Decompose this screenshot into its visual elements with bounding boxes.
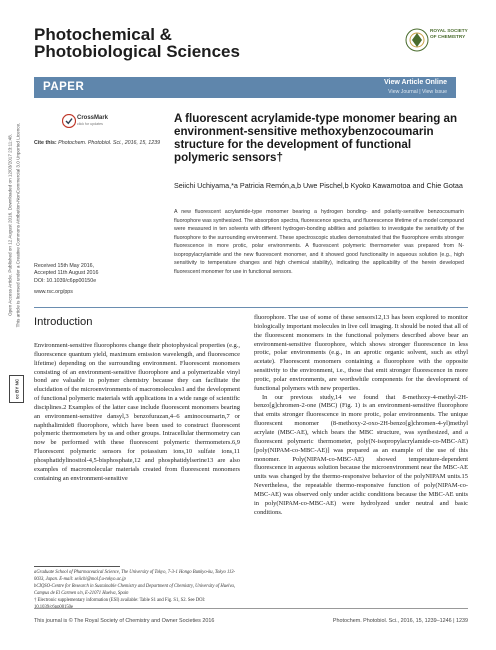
footnote-divider [34,566,120,567]
footer-divider [34,608,468,609]
article-title: A fluorescent acrylamide-type monomer bearing an environment-sensitive methoxybenzocoumarin structure for the development of functional polymeric sensors† [174,112,458,164]
crossmark-button[interactable]: CrossMark click for updates [62,112,94,130]
intro-paragraph-1: fluorophore. The use of some of these sensors12,13 has been explored to monitor biologically important molecules in live cell imaging. It should be noted that all of the fluorescent monomers in the functional polymers described above bear an environment-sensitive fluorophore, which shows stronger fluorescence in less protic, polar environments (e.g., in an aprotic organic solvent, such as ethyl acetate). Fluorescent monomers containing a fluorophore with the opposite sensitivity to the environment, i.e., those that emit stronger fluorescence in more protic, polar environments, are worthwhile components for the development of functional polymers with new properties. [254,314,468,392]
footnote-affiliation-b: bCIQSO-Centre for Research in Sustainable Chemistry and Department of Chemistry, University of Huelva, Campus de El Carmen s/n, E-21071 Huelva, Spain [34,583,235,596]
rsc-publisher-name: ROYAL SOCIETY OF CHEMISTRY [430,28,468,39]
sidebar-license-line: This article is licensed under a Creative Commons Attribution-NonCommercial 3.0 Unported Licence. [15,122,21,328]
journal-title: Photochemical & Photobiological Sciences [34,25,240,61]
introduction-heading: Introduction [34,316,93,328]
footer-copyright: This journal is © The Royal Society of Chemistry and Owner Societies 2016 [34,618,215,624]
journal-url-link[interactable]: www.rsc.org/pps [34,289,73,295]
view-journal-issue-link[interactable]: View Journal | View Issue [388,89,447,95]
citation-info: Cite this: Photochem. Photobiol. Sci., 2016, 15, 1239 [34,140,161,146]
author-list: Seiichi Uchiyama,*a Patricia Remón,a,b Uwe Pischel,b Kyoko Kawamotoa and Chie Gotaa [174,181,463,190]
view-article-online-link[interactable]: View Article Online [383,79,447,86]
sidebar-published-line: Open Access Article. Published on 12 August 2016. Downloaded on 12/03/2017 23:11:48. [7,133,13,317]
footnote-affiliation-a: aGraduate School of Pharmaceutical Science, The University of Tokyo, 7-3-1 Hongo Bunkyo-ku, Tokyo 113-0033, Japan. E-mail: seiichi@mol.f.u-tokyo.ac.jp [34,570,236,582]
side-license-text [2,60,28,390]
cc-license-badge[interactable]: cc BY NC [9,375,24,403]
doi-link[interactable]: DOI: 10.1039/c6pp00150e [34,278,97,284]
intro-paragraph-2: In our previous study,14 we found that 8-methoxy-4-methyl-2H-benzo[g]chromen-2-one (MBC) (Fig. 1) is an environment-sensitive fluorophore that emits stronger fluorescence in more protic, polar environments. The unique fluorescent monomer (8-methoxy-2-oxo-2H-benzo[g]chromen-4-yl)methyl acrylate (MBC-AE), which bears the MBC structure, was synthesized, and a fluorescent polymeric thermometer, poly(N-isopropylacrylamide-co-MBC-AE) [poly(NIPAM-co-MBC-AE)] was prepared as an example of the use of this monomer. Poly(NIPAM-co-MBC-AE) showed temperature-dependent fluorescence in aqueous solution because the microenvironment near the MBC-AE units was changed by the thermo-responsive behavior of the polyNIPAM units.15 Nevertheless, the repeatable thermo-responsive function of poly(NIPAM-co-MBC-AE) was observed only under acidic conditions because the MBC-AE units in poly(NIPAM-co-MBC-AE) were hydrolyzed under neutral and basic conditions. [254,393,468,516]
intro-column-right [254,314,468,517]
intro-column-left: Environment-sensitive fluorophores change their photophysical properties (e.g., fluorescence quantum yield, maximum emission wavelength, and fluorescence lifetime) depending on the surrounding environment. Fluorescent monomers consisting of an environment-sensitive fluorophore and a polymerizable vinyl bond are valuable in polymer chemistry because they can facilitate the elucidation of the microenvironments of macromolecules1 and the development of functional polymeric materials with applications in a wide range of scientific disciplines.2 Examples of the latter case include fluorescent monomers bearing an environment-sensitive dansyl,3 benzofurazan,4–6 aminocoumarin,7 or naphthalimide8 fluorophore, which have been used to construct fluorescent polymeric thermometers by us and other groups. Intracellular thermometry can now be performed with these fluorescent polymeric thermometers.6,9 Fluorescent polymeric sensors for potassium ions,10 sulfate ions,11 phosphatidylinositol-4,5-bisphosphate,12 and phosphatidylserine13 are also examples of macromolecular materials created from fluorescent monomers containing an environment-sensitive [34,342,240,482]
footer-citation: Photochem. Photobiol. Sci., 2016, 15, 1239–1246 | 1239 [332,618,468,624]
abstract-text: A new fluorescent acrylamide-type monomer bearing a hydrogen bonding- and polarity-sensitive benzocoumarin fluorophore was synthesized. The absorption spectra, fluorescence spectra, and fluorescence lifetime of a model compound were measured in ten solvents with different hydrogen-bonding abilities and polarities to investigate the sensitivity of the fluorophore to the surrounding environment. These spectroscopic studies demonstrated that the fluorophore emits stronger fluorescence in more protic, polar environments. A fluorescent polymeric thermometer was prepared from N-isopropylacrylamide and the new fluorescent monomer, and it showed good functionality in aqueous solution (e.g., high sensitivity to temperature changes and high chemical stability), indicating the applicability of the herein developed fluorescent monomer for use in functional sensors. [174,209,464,275]
section-divider [34,307,468,308]
received-dates: Received 15th May 2016, Accepted 11th August 2016 [34,263,99,276]
article-type-label: PAPER [43,81,85,93]
footnotes [34,570,240,611]
footnote-esi: † Electronic supplementary information (ESI) available: Table S1 and Fig. S1, S2. See DOI: [34,597,206,603]
article-type-bar [34,77,456,98]
crossmark-icon [62,114,76,128]
